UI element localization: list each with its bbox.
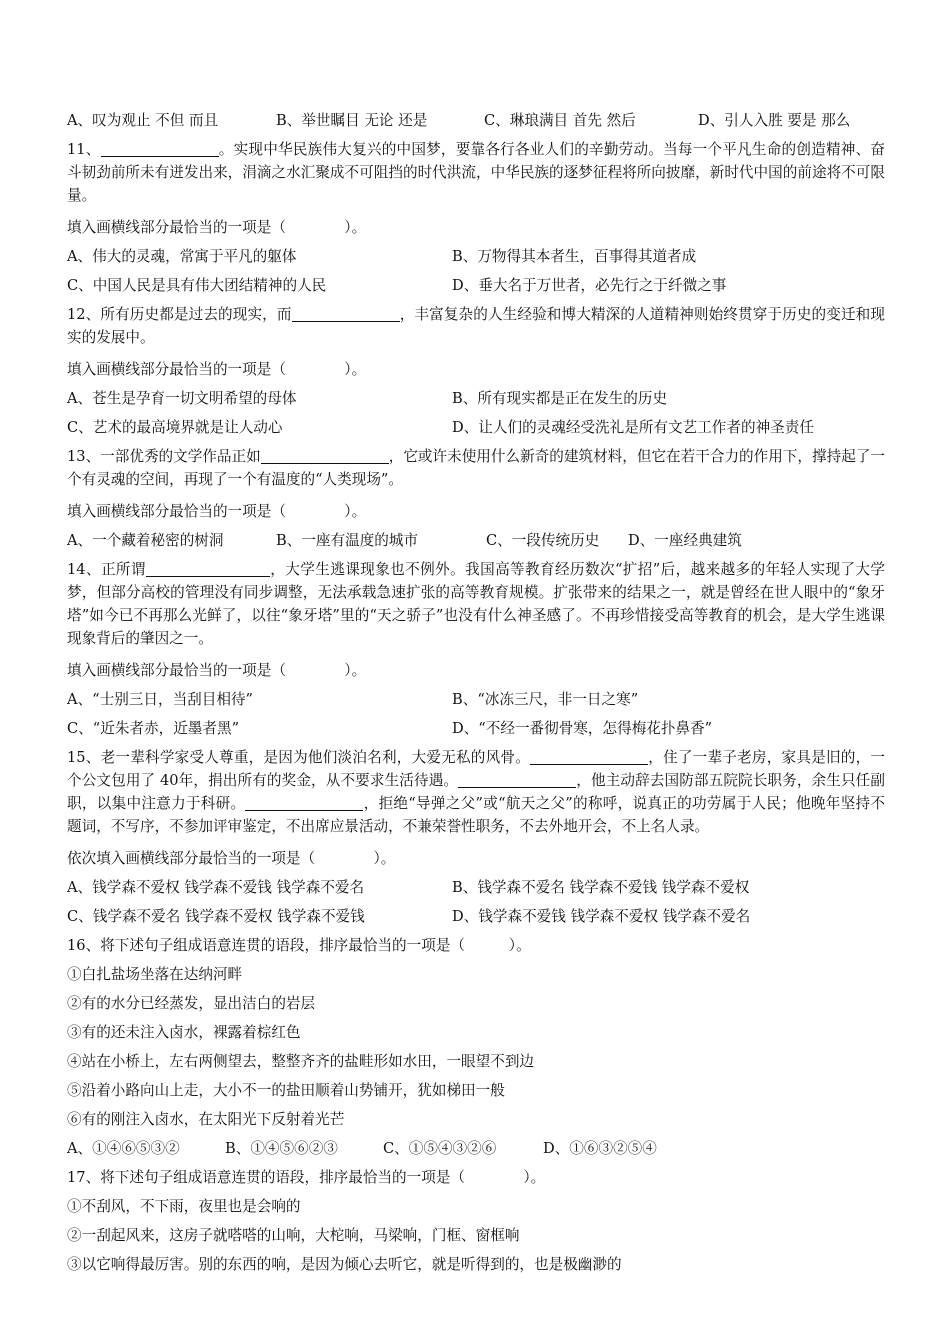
q13-option-d: D、一座经典建筑 bbox=[628, 532, 742, 549]
q14-option-a: A、“士别三日，当刮目相待” bbox=[67, 691, 253, 708]
q15-options-row1 bbox=[67, 873, 885, 902]
q16-stem: 16、将下述句子组成语意连贯的语段，排序最恰当的一项是（ ）。 bbox=[67, 937, 531, 954]
q12-blank bbox=[292, 305, 400, 322]
q15-option-d: D、钱学森不爱钱 钱学森不爱权 钱学森不爱名 bbox=[452, 908, 751, 925]
q13-option-c: C、一段传统历史 bbox=[486, 532, 600, 549]
q10-option-b: B、举世瞩目 无论 还是 bbox=[276, 112, 428, 129]
q10-option-c: C、琳琅满目 首先 然后 bbox=[484, 112, 636, 129]
q14-option-b: B、“冰冻三尺，非一日之寒” bbox=[452, 691, 639, 708]
q11-options-row1 bbox=[67, 242, 885, 271]
q11-option-b: B、万物得其本者生，百事得其道者成 bbox=[452, 248, 697, 265]
q16-sentence-6: ⑥有的刚注入卤水，在太阳光下反射着光芒 bbox=[67, 1111, 345, 1128]
q15-blank-1 bbox=[530, 748, 648, 765]
q15-prompt: 依次填入画横线部分最恰当的一项是（ ）。 bbox=[67, 850, 396, 867]
q16-sentence-2: ②有的水分已经蒸发，显出洁白的岩层 bbox=[67, 995, 316, 1012]
q16-options bbox=[67, 1134, 885, 1163]
q15-stem: 15、老一辈科学家受人尊重，是因为他们淡泊名利，大爱无私的风骨。 ，住了一辈子老房，家具是旧的，一个公文包用了 40年，捐出所有的奖金，从不要求生活待遇。 ，他主动辞去国防部五院院长职务，余生只任副职，以集中注意力于科研。 ，拒绝“导弹之父”或“航天之父”的称呼，说真正的功劳属于人民；他晚年坚持不题词，不写序，不参加评审鉴定，不出席应景活动，不兼荣誉性职务，不去外地开会，不上名人录。 bbox=[67, 749, 885, 835]
q11-stem: 11、 。实现中华民族伟大复兴的中国梦，要靠各行各业人们的辛勤劳动。当每一个平凡生命的创造精神、奋斗韧劲前所未有迸发出来，涓滴之水汇聚成不可阻挡的时代洪流，中华民族的逐梦征程将所向披靡，新时代中国的前途将不可限量。 bbox=[67, 141, 885, 204]
q11-prompt: 填入画横线部分最恰当的一项是（ ）。 bbox=[67, 219, 367, 236]
q15-option-a: A、钱学森不爱权 钱学森不爱钱 钱学森不爱名 bbox=[67, 879, 365, 896]
q12-option-b: B、所有现实都是正在发生的历史 bbox=[452, 390, 668, 407]
q17-stem: 17、将下述句子组成语意连贯的语段，排序最恰当的一项是（ ）。 bbox=[67, 1169, 546, 1186]
q11-option-a: A、伟大的灵魂，常寓于平凡的躯体 bbox=[67, 248, 297, 265]
q17-sentence-3: ③以它响得最厉害。别的东西的响，是因为倾心去听它，就是听得到的，也是极幽渺的 bbox=[67, 1256, 622, 1273]
q14-option-d: D、“不经一番彻骨寒，怎得梅花扑鼻香” bbox=[452, 720, 713, 737]
q16-sentence-4: ④站在小桥上，左右两侧望去，整整齐齐的盐畦形如水田，一眼望不到边 bbox=[67, 1053, 535, 1070]
q15-blank-2 bbox=[458, 771, 576, 788]
q14-option-c: C、“近朱者赤，近墨者黑” bbox=[67, 720, 240, 737]
q10-option-a: A、叹为观止 不但 而且 bbox=[67, 112, 219, 129]
q13-options bbox=[67, 526, 885, 555]
q16-option-d: D、①⑥③②⑤④ bbox=[543, 1140, 657, 1157]
q14-blank bbox=[146, 560, 270, 577]
q15-blank-3 bbox=[245, 794, 363, 811]
q14-options-row1 bbox=[67, 685, 885, 714]
q17-sentence-1: ①不刮风，不下雨，夜里也是会响的 bbox=[67, 1198, 301, 1215]
q13-blank bbox=[261, 447, 389, 464]
q12-option-a: A、苍生是孕育一切文明希望的母体 bbox=[67, 390, 297, 407]
q16-option-c: C、①⑤④③②⑥ bbox=[383, 1140, 497, 1157]
q15-option-b: B、钱学森不爱名 钱学森不爱钱 钱学森不爱权 bbox=[452, 879, 750, 896]
q17-sentence-2: ②一刮起风来，这房子就嗒嗒的山响，大柁响，马梁响，门框、窗框响 bbox=[67, 1227, 520, 1244]
q13-stem: 13、一部优秀的文学作品正如 ，它或许未使用什么新奇的建筑材料，但它在若干合力的作用下，撑持起了一个有灵魂的空间，再现了一个有温度的“人类现场”。 bbox=[67, 448, 885, 488]
q16-sentence-5: ⑤沿着小路向山上走，大小不一的盐田顺着山势铺开，犹如梯田一般 bbox=[67, 1082, 505, 1099]
q14-prompt: 填入画横线部分最恰当的一项是（ ）。 bbox=[67, 662, 367, 679]
q13-option-b: B、一座有温度的城市 bbox=[276, 532, 419, 549]
q10-options bbox=[67, 106, 885, 135]
q12-option-c: C、艺术的最高境界就是让人动心 bbox=[67, 419, 283, 436]
q15-options-row2 bbox=[67, 902, 885, 931]
q15-option-c: C、钱学森不爱名 钱学森不爱权 钱学森不爱钱 bbox=[67, 908, 365, 925]
q12-option-d: D、让人们的灵魂经受洗礼是所有文艺工作者的神圣责任 bbox=[452, 419, 814, 436]
q13-prompt: 填入画横线部分最恰当的一项是（ ）。 bbox=[67, 503, 367, 520]
q16-sentence-3: ③有的还未注入卤水，裸露着棕红色 bbox=[67, 1024, 301, 1041]
q10-option-d: D、引人入胜 要是 那么 bbox=[698, 112, 851, 129]
q11-option-c: C、中国人民是具有伟大团结精神的人民 bbox=[67, 277, 327, 294]
q14-options-row2 bbox=[67, 714, 885, 743]
q16-option-b: B、①④⑤⑥②③ bbox=[225, 1140, 338, 1157]
q14-stem: 14、正所谓 ，大学生逃课现象也不例外。我国高等教育经历数次“扩招”后，越来越多的年轻人实现了大学梦，但部分高校的管理没有同步调整，无法承载急速扩张的高等教育规模。扩张带来的结果之一，就是曾经在世人眼中的“象牙塔”如今已不再那么光鲜了，以往“象牙塔”里的“天之骄子”也没有什么神圣感了。不再珍惜接受高等教育的机会，是大学生逃课现象背后的肇因之一。 bbox=[67, 561, 885, 647]
q11-option-d: D、垂大名于万世者，必先行之于纤微之事 bbox=[452, 277, 727, 294]
q16-option-a: A、①④⑥⑤③② bbox=[67, 1140, 180, 1157]
q11-blank bbox=[101, 140, 219, 157]
q12-options-row1 bbox=[67, 384, 885, 413]
q11-options-row2 bbox=[67, 271, 885, 300]
q16-sentence-1: ①白扎盐场坐落在达纳河畔 bbox=[67, 966, 243, 983]
q12-options-row2 bbox=[67, 413, 885, 442]
q13-option-a: A、一个藏着秘密的树洞 bbox=[67, 532, 224, 549]
q12-stem: 12、所有历史都是过去的现实，而 ，丰富复杂的人生经验和博大精深的人道精神则始终贯穿于历史的变迁和现实的发展中。 bbox=[67, 306, 885, 346]
q12-prompt: 填入画横线部分最恰当的一项是（ ）。 bbox=[67, 361, 367, 378]
exam-page bbox=[67, 106, 885, 1279]
